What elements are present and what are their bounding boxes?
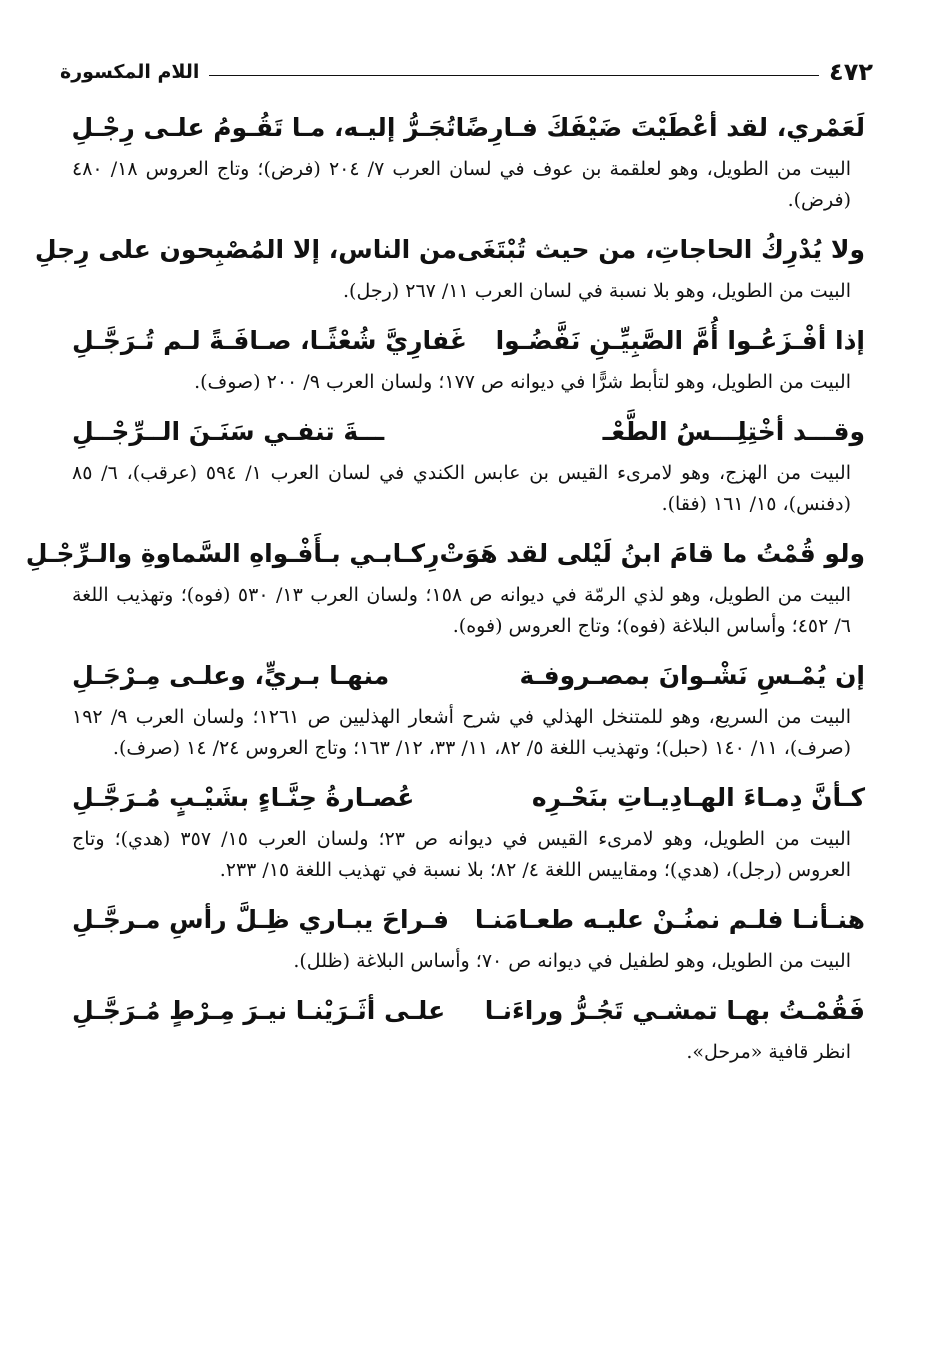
verse-entry	[72, 652, 865, 764]
verse-line	[72, 774, 865, 822]
page-number: ٤٧٢	[829, 58, 873, 86]
verse-footnote: البيت من الطويل، وهو لامرىء القيس في ديوانه ص ٢٣؛ ولسان العرب ١٥/ ٣٥٧ (هدي)؛ وتاج العروس (رجل)، (هدي)؛ ومقاييس اللغة ٤/ ٨٢؛ بلا نسبة في تهذيب اللغة ١٥/ ٢٣٣.	[72, 828, 851, 881]
second-hemistich: رِكـابـي بـأَفْـواهِ السَّماوةِ والـرِّجْـلِ	[25, 539, 440, 568]
verse-entry	[72, 104, 865, 216]
verse-list	[25, 104, 865, 1078]
first-hemistich: إذا أفْـزَعُـوا أُمَّ الصَّبِيِّـنِ نَفَّضُـوا	[495, 326, 865, 355]
verse-footnote: البيت من السريع، وهو للمتنخل الهذلي في شرح أشعار الهذليين ص ١٢٦١؛ ولسان العرب ٩/ ١٩٢ (صرف)، ١١/ ١٤٠ (حبل)؛ وتهذيب اللغة ٥/ ٨٢، ١١/ ٣٣، ١٢/ ١٦٣؛ وتاج العروس ٢٤/ ١٤ (صرف).	[72, 706, 851, 759]
verse-entry	[72, 987, 865, 1068]
verse-footnote: البيت من الطويل، وهو لذي الرمّة في ديوانه ص ١٥٨؛ ولسان العرب ١٣/ ٥٣٠ (فوه)؛ وتهذيب اللغة ٦/ ٤٥٢؛ وأساس البلاغة (فوه)؛ وتاج العروس (فوه).	[72, 584, 852, 637]
first-hemistich: لَعَمْري، لقد أعْطَيْتَ ضَيْفَكَ فـارِضًا	[455, 113, 865, 142]
verse-entry	[25, 530, 865, 642]
verse-line	[72, 317, 865, 365]
verse-entry	[34, 226, 865, 307]
verse-line	[72, 104, 865, 152]
verse-line	[25, 530, 865, 578]
second-hemistich: ـــةَ تنفـي سَنَـنَ الــرِّجْــلِ	[72, 417, 385, 446]
second-hemistich: علـى أثَـرَيْنـا نيـرَ مِـرْطٍ مُـرَجَّـلِ	[72, 996, 446, 1025]
first-hemistich: إن يُمْـسِ نَشْـوانَ بمصـروفـة	[519, 661, 865, 690]
verse-line	[72, 652, 865, 700]
verse-line	[72, 896, 865, 944]
verse-footnote: البيت من الطويل، وهو لطفيل في ديوانه ص ٧٠؛ وأساس البلاغة (ظلل).	[293, 950, 851, 972]
second-hemistich: غَفارِيَّ شُعْثًـا، صـافَـةً لـم تُـرَجَّـلِ	[72, 326, 467, 355]
verse-footnote: البيت من الطويل، وهو بلا نسبة في لسان العرب ١١/ ٢٦٧ (رجل).	[343, 280, 851, 302]
first-hemistich: هنـأنـا فلـم نمنُـنْ عليـه طعـامَنـا	[474, 905, 865, 934]
verse-footnote: البيت من الهزج، وهو لامرىء القيس بن عابس الكندي في لسان العرب ١/ ٥٩٤ (عرقب)، ٦/ ٨٥ (دفنس)، ١٥/ ١٦١ (فقا).	[72, 462, 851, 515]
verse-entry	[72, 896, 865, 977]
page-header	[60, 52, 873, 92]
first-hemistich: كـأنَّ دِمـاءَ الهـادِيـاتِ بنَحْـرِه	[531, 783, 865, 812]
verse-entry	[72, 317, 865, 398]
first-hemistich: ولو قُمْتُ ما قامَ ابنُ لَيْلى لقد هَوَتْ	[439, 539, 865, 568]
second-hemistich: من الناس، إلا المُصْبِحون على رِجلِ	[34, 235, 457, 264]
first-hemistich: ولا يُدْرِكُ الحاجاتِ، من حيث تُبْتَغَى	[456, 235, 865, 264]
first-hemistich: وقـــد أخْتِلِـــسُ الطَّعْـ	[602, 417, 865, 446]
header-rule	[209, 75, 819, 76]
second-hemistich: منهـا بـريٍّ، وعلـى مِـرْجَـلِ	[72, 661, 390, 690]
second-hemistich: تُجَـرُّ إليـه، مـا تَقُـومُ علـى رِجْـلِ	[71, 113, 456, 142]
verse-footnote: البيت من الطويل، وهو لعلقمة بن عوف في لسان العرب ٧/ ٢٠٤ (فرض)؛ وتاج العروس ١٨/ ٤٨٠ (فرض).	[72, 158, 851, 211]
verse-entry	[72, 774, 865, 886]
verse-line	[72, 987, 865, 1035]
verse-entry	[72, 408, 865, 520]
verse-footnote: البيت من الطويل، وهو لتأبط شرًّا في ديوانه ص ١٧٧؛ ولسان العرب ٩/ ٢٠٠ (صوف).	[194, 371, 851, 393]
verse-line	[72, 408, 865, 456]
verse-footnote: انظر قافية «مرحل».	[686, 1041, 851, 1063]
section-title: اللام المكسورة	[60, 61, 200, 83]
verse-line	[34, 226, 865, 274]
second-hemistich: فـراحَ يبـاري ظِـلَّ رأسِ مـرجَّـلِ	[72, 905, 450, 934]
second-hemistich: عُصـارةُ حِنَّـاءٍ بشَيْـبٍ مُـرَجَّـلِ	[72, 783, 415, 812]
first-hemistich: فَقُمْـتُ بهـا تمشـي تَجُـرُّ وراءَنـا	[484, 996, 865, 1025]
